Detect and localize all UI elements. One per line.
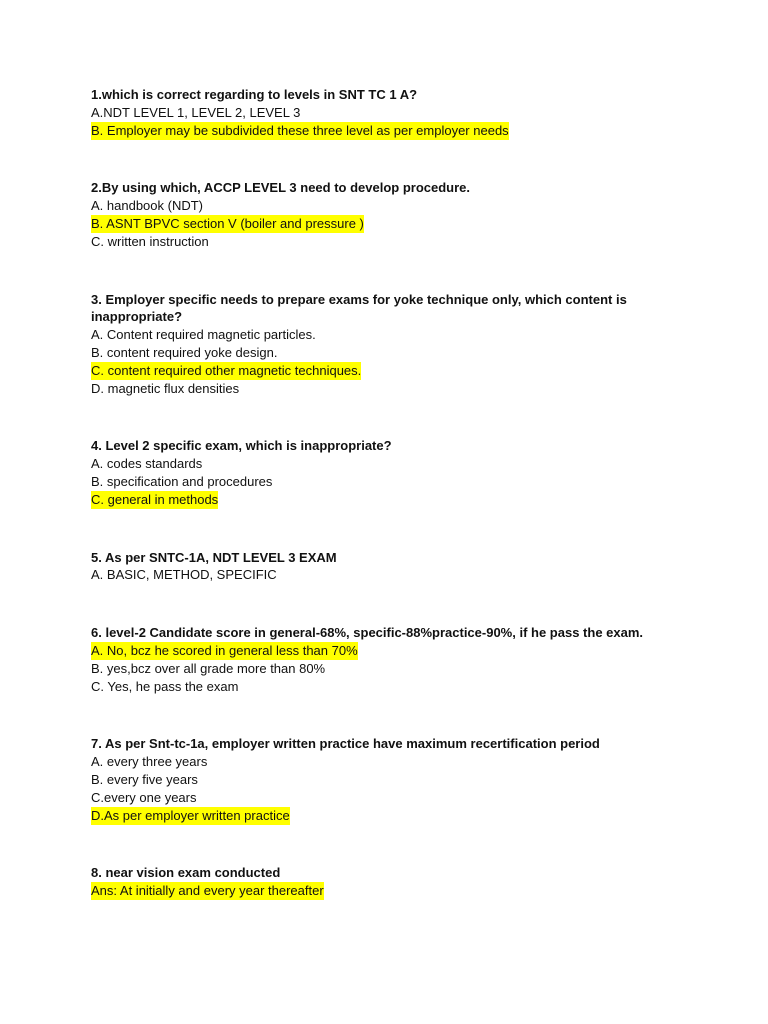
answer-option-highlighted: [91, 491, 731, 509]
answer-option: [91, 678, 731, 696]
question-title: 5. As per SNTC-1A, NDT LEVEL 3 EXAM: [91, 549, 337, 565]
option-text: A. BASIC, METHOD, SPECIFIC: [91, 567, 277, 583]
question-title: 6. level-2 Candidate score in general-68%, specific-88%practice-90%, if he pass the exam.: [91, 625, 644, 641]
answer-option: [91, 380, 731, 398]
option-text: A. Content required magnetic particles.: [91, 327, 316, 343]
answer-option: [91, 197, 731, 215]
answer-option-highlighted: [91, 215, 731, 233]
question-title: 4. Level 2 specific exam, which is inappropriate?: [91, 438, 392, 454]
option-text: C. written instruction: [91, 233, 209, 249]
question-1: [91, 86, 731, 139]
question-7: [91, 735, 731, 824]
question-list: [91, 86, 731, 940]
answer-option: [91, 455, 731, 473]
option-text: D.As per employer written practice: [91, 807, 290, 823]
question-3: [91, 291, 731, 398]
answer-option: [91, 660, 731, 678]
option-text: C. content required other magnetic techniques.: [91, 362, 362, 378]
option-text: B. specification and procedures: [91, 473, 273, 489]
question-title: 2.By using which, ACCP LEVEL 3 need to develop procedure.: [91, 180, 471, 196]
answer-option-highlighted: [91, 807, 731, 825]
answer-option: [91, 566, 731, 584]
question-8: [91, 864, 731, 900]
question-title: 3. Employer specific needs to prepare exams for yoke technique only, which content is inappropriate?: [91, 291, 627, 325]
question-2: [91, 179, 731, 250]
option-text: B. Employer may be subdivided these three level as per employer needs: [91, 122, 509, 138]
question-4: [91, 437, 731, 508]
answer-option-highlighted: [91, 882, 731, 900]
option-text: B. content required yoke design.: [91, 344, 278, 360]
answer-option: [91, 789, 731, 807]
question-title: 7. As per Snt-tc-1a, employer written practice have maximum recertification period: [91, 736, 600, 752]
option-text: Ans: At initially and every year thereafter: [91, 883, 324, 899]
answer-option: [91, 104, 731, 122]
option-text: C.every one years: [91, 789, 197, 805]
option-text: C. Yes, he pass the exam: [91, 678, 239, 694]
option-text: A. codes standards: [91, 456, 203, 472]
answer-option: [91, 771, 731, 789]
option-text: A. every three years: [91, 754, 208, 770]
option-text: D. magnetic flux densities: [91, 380, 240, 396]
option-text: C. general in methods: [91, 491, 219, 507]
option-text: B. yes,bcz over all grade more than 80%: [91, 660, 326, 676]
answer-option: [91, 233, 731, 251]
answer-option: [91, 753, 731, 771]
question-title: 1.which is correct regarding to levels in SNT TC 1 A?: [91, 87, 418, 102]
option-text: B. every five years: [91, 771, 198, 787]
answer-option-highlighted: [91, 122, 731, 140]
answer-option: [91, 344, 731, 362]
option-text: A. No, bcz he scored in general less than 70%: [91, 642, 358, 658]
option-text: B. ASNT BPVC section V (boiler and pressure ): [91, 215, 364, 231]
question-title: 8. near vision exam conducted: [91, 865, 281, 881]
answer-option: [91, 326, 731, 344]
question-6: [91, 624, 731, 695]
answer-option-highlighted: [91, 362, 731, 380]
answer-option: [91, 473, 731, 491]
option-text: A.NDT LEVEL 1, LEVEL 2, LEVEL 3: [91, 104, 301, 120]
question-5: [91, 549, 731, 585]
option-text: A. handbook (NDT): [91, 198, 203, 214]
answer-option-highlighted: [91, 642, 731, 660]
